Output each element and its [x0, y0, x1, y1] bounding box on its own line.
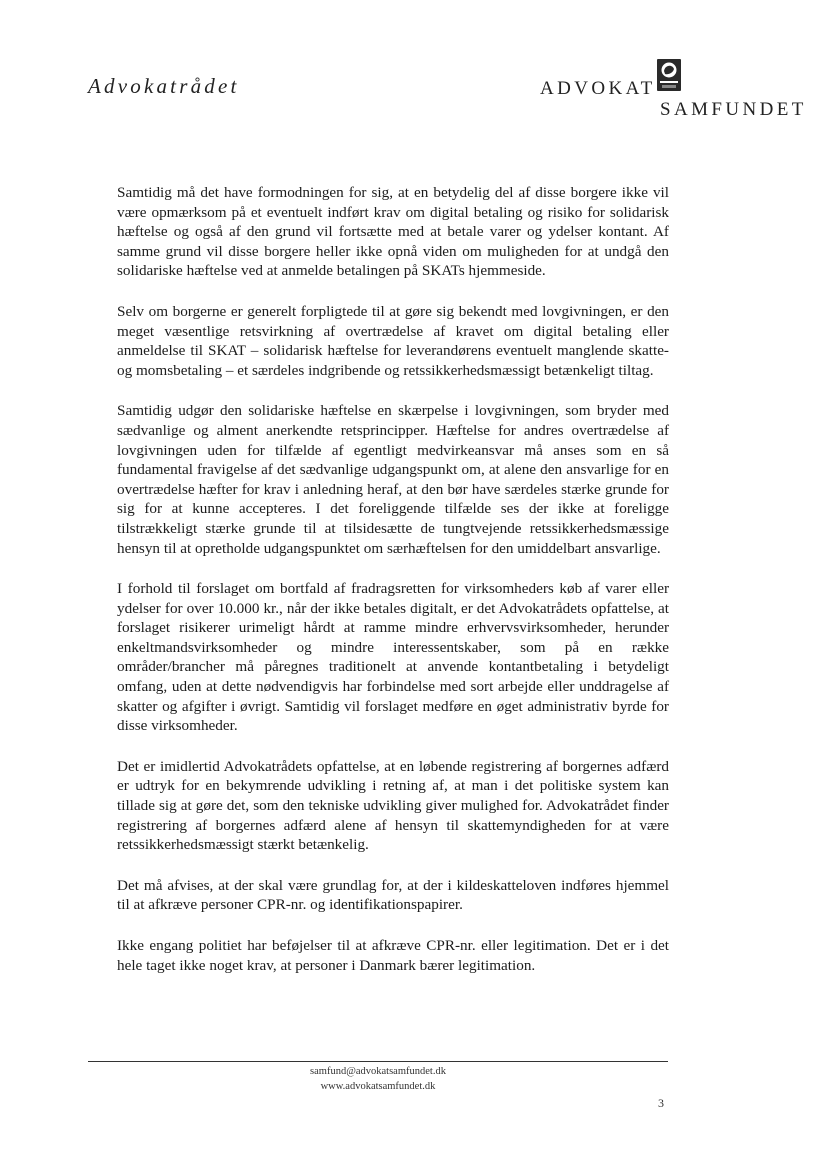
logo-text-top: ADVOKAT: [540, 78, 656, 99]
advokatsamfundet-logo: [540, 58, 810, 128]
footer-divider: [88, 1061, 668, 1062]
footer-email: samfund@advokatsamfundet.dk: [310, 1066, 446, 1077]
paragraph-2: Selv om borgerne er generelt forpligtede til at gøre sig bekendt med lovgivningen, er den meget væsentlige retsvirkning af overtrædelse af kravet om digital betaling eller anmeldelse til SKAT – solidarisk hæftelse for leverandørens eventuelt manglende skatte- og momsbetaling – et særdeles indgribende og retssikkerhedsmæssigt betænkeligt tiltag.: [117, 302, 669, 379]
paragraph-3: Samtidig udgør den solidariske hæftelse en skærpelse i lovgivningen, som bryder med sædvanlige og alment anerkendte retsprincipper. Hæftelse for andres overtrædelse af lovgivningen uden for tilfælde af egentligt medvirkeansvar må anses som en så fundamental fravigelse af det sædvanlige udgangspunkt om, at alene den ansvarlige for en overtrædelse hæfter for krav i anledning heraf, at den bør have særdeles stærke grunde for sig for at kunne accepteres. I det foreliggende tilfælde ses der ikke at foreligge tilstrækkeligt stærke grunde til at tilsidesætte de tungtvejende retssikkerhedsmæssige hensyn til at opretholde udgangspunktet om særhæftelsen for den umiddelbart ansvarlige.: [117, 402, 669, 557]
paragraph-4: I forhold til forslaget om bortfald af fradragsretten for virksomheders køb af varer eller ydelser for over 10.000 kr., når der ikke betales digitalt, er det Advokatrådets opfattelse, at forslaget risikerer urimeligt hårdt at ramme mindre erhvervsvirksomheder, herunder enkeltmandsvirksomheder og mindre interessentskaber, som på en række områder/brancher må påregnes traditionelt at anvende kontantbetaling i betydeligt omfang, uden at dette nødvendigvis har forbindelse med sort arbejde eller unddragelse af skatter og afgifter i øvrigt. Samtidig vil forslaget medføre en øget administrativ byrde for disse virksomheder.: [117, 580, 669, 735]
logo-text-bottom: SAMFUNDET: [660, 99, 807, 120]
letter-body: [117, 183, 669, 996]
page-number: 3: [658, 1096, 664, 1110]
paragraph-5: Det er imidlertid Advokatrådets opfattelse, at en løbende registrering af borgernes adfærd er udtryk for en bekymrende udvikling i retning af, at man i det politiske system kan tillade sig at gøre det, som den tekniske udvikling giver mulighed for. Advokatrådet finder registrering af borgernes adfærd alene af hensyn til skattemyndigheden for at være retssikkerhedsmæssigt stærkt betænkelig.: [117, 757, 669, 854]
paragraph-6: Det må afvises, at der skal være grundlag for, at der i kildeskatteloven indføres hjemmel til at afkræve personer CPR-nr. og identifikationspapirer.: [117, 876, 669, 914]
header-title: Advokatrådet: [88, 74, 240, 98]
paragraph-1: Samtidig må det have formodningen for sig, at en betydelig del af disse borgere ikke vil være opmærksom på et eventuelt indført krav om digital betaling og risiko for solidarisk hæftelse og også af den grund vil fortsætte med at betale varer og ydelser kontant. Af samme grund vil disse borgere heller ikke opnå viden om muligheden for at undgå den solidariske hæftelse ved at anmelde betalingen på SKATs hjemmeside.: [117, 184, 669, 280]
emblem-icon: [656, 58, 682, 92]
footer-website: www.advokatsamfundet.dk: [320, 1081, 436, 1092]
paragraph-7: Ikke engang politiet har beføjelser til at afkræve CPR-nr. eller legitimation. Det er i det hele taget ikke noget krav, at personer i Danmark bærer legitimation.: [117, 937, 669, 974]
